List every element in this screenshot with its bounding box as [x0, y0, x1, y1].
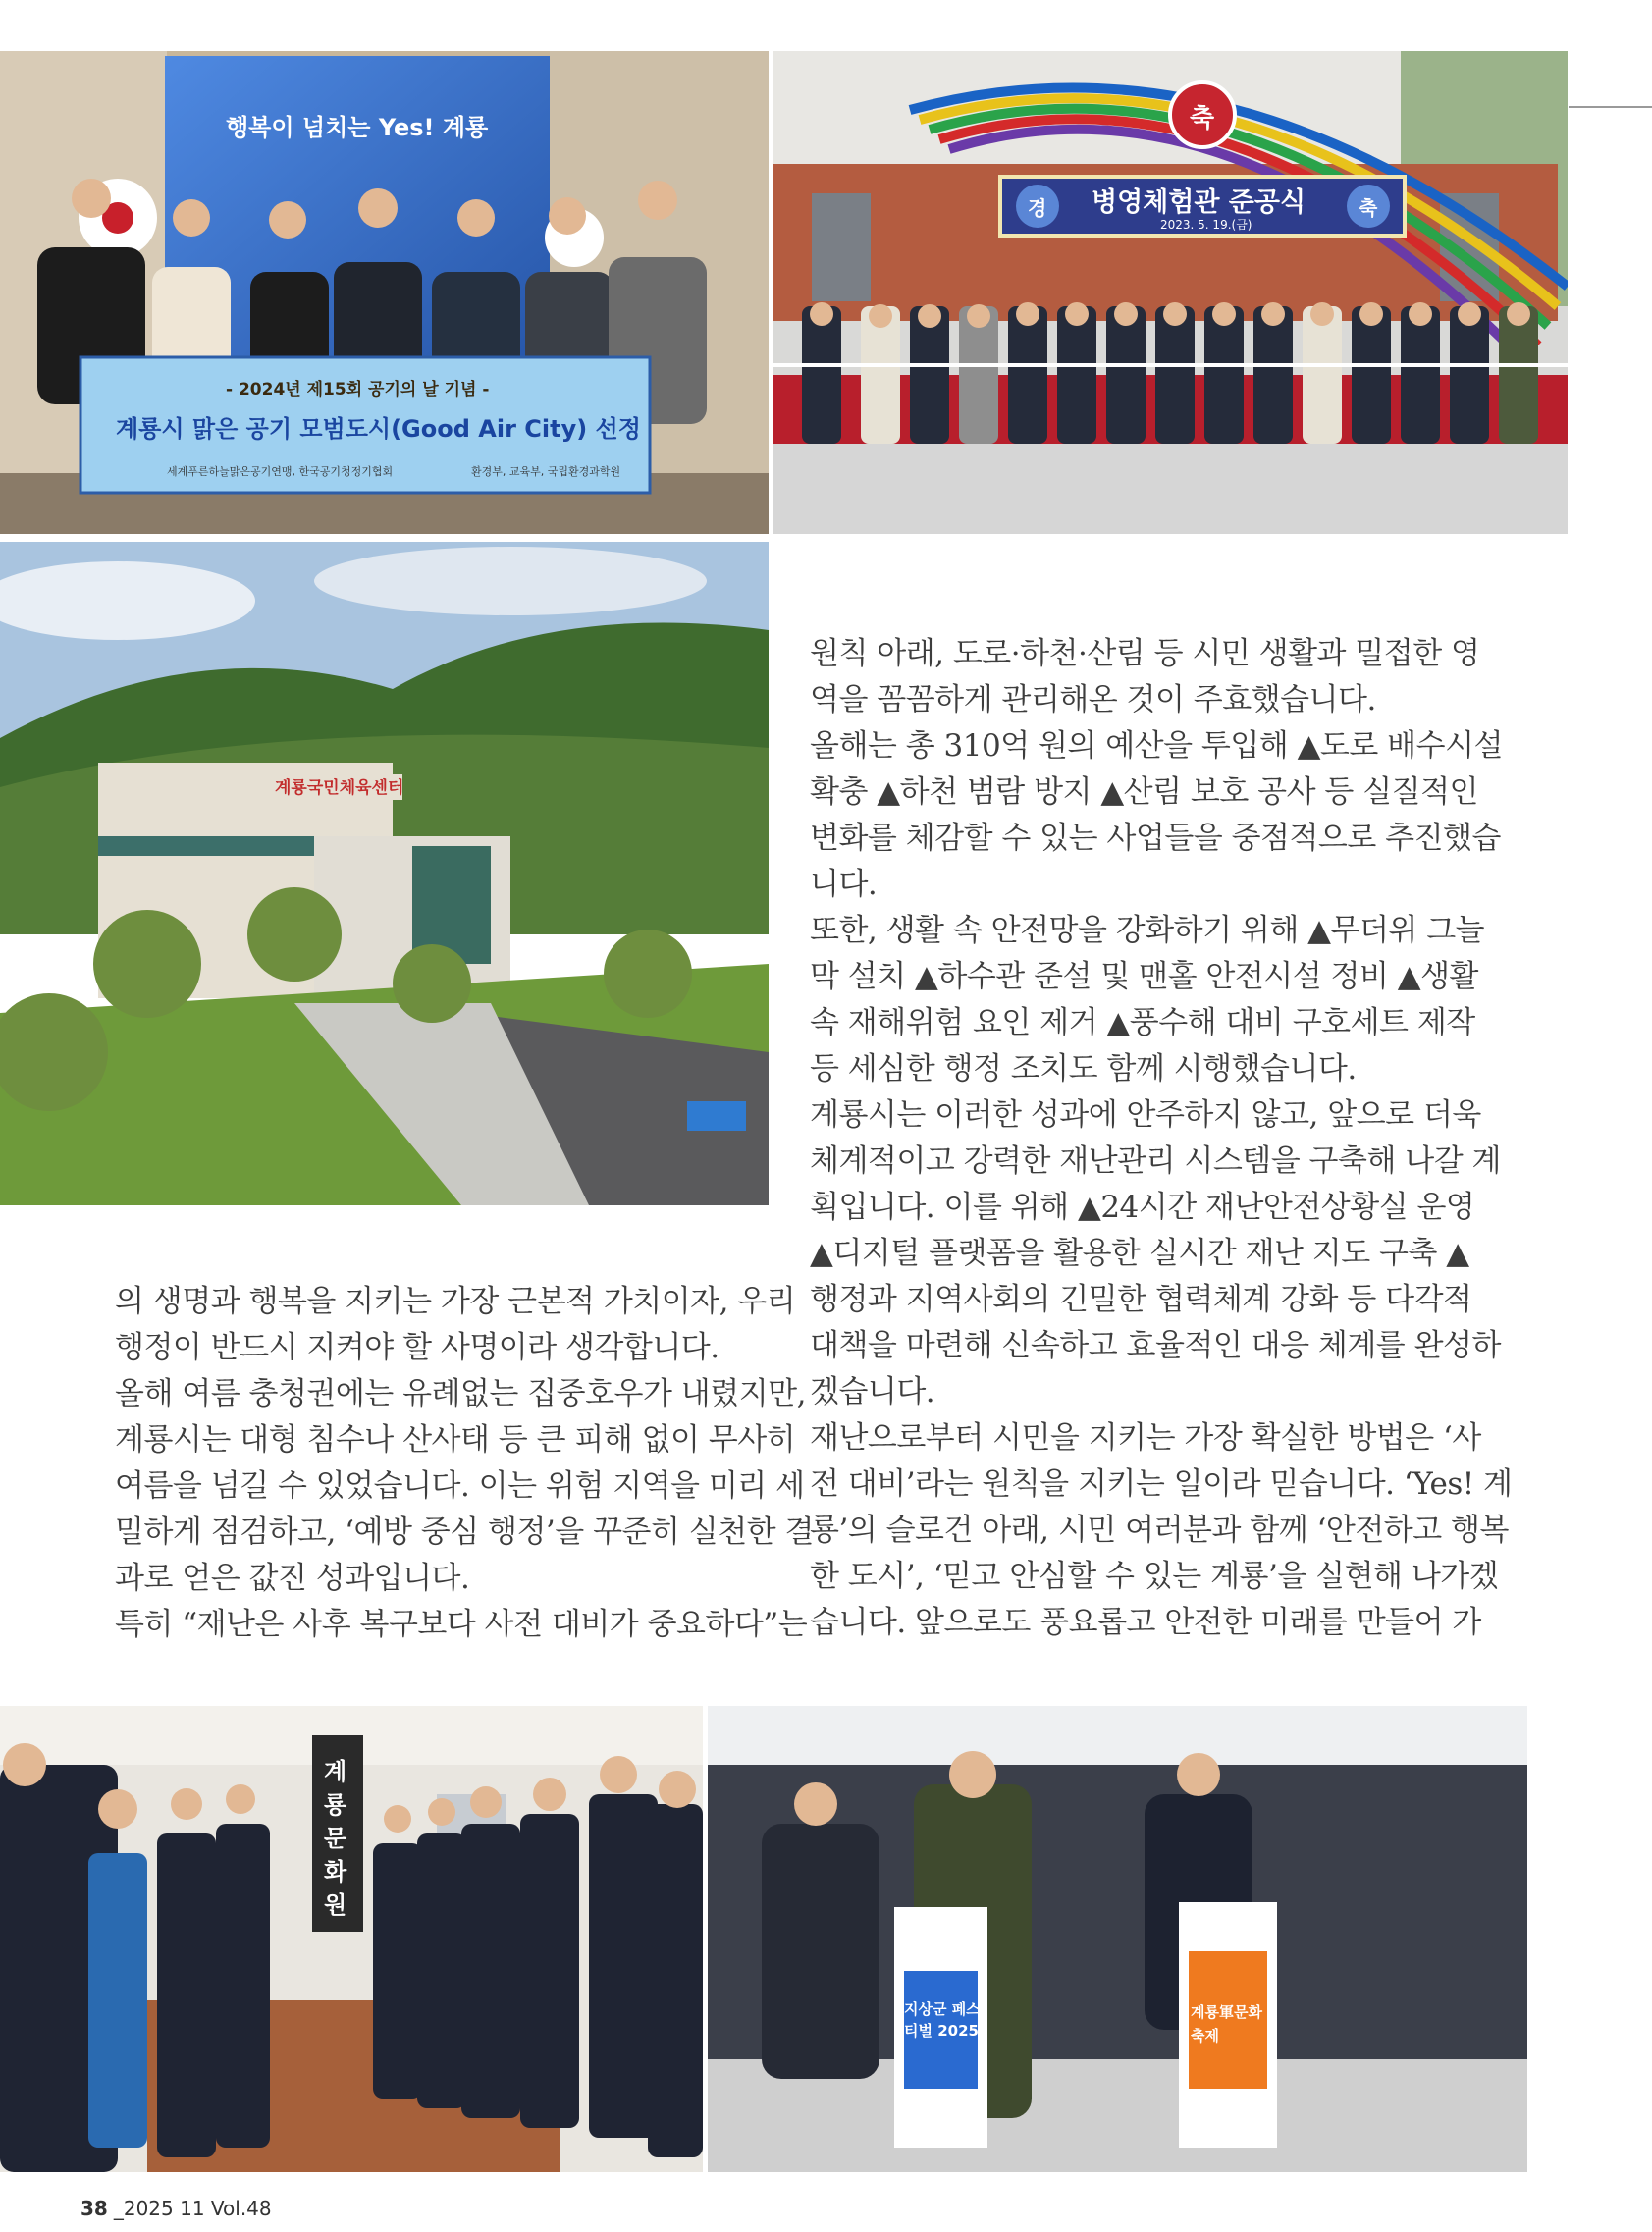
- left-line-8: 특히 “재난은 사후 복구보다 사전 대비가 중요하다”는: [115, 1607, 808, 1642]
- right-line-9: 속 재해위험 요인 제거 ▲풍수해 대비 구호세트 제작: [810, 1005, 1475, 1040]
- right-line-1: 원칙 아래, 도로·하천·산림 등 시민 생활과 밀접한 영: [810, 636, 1480, 671]
- body-text-left-column: [115, 1279, 814, 1648]
- left-line-2: 행정이 반드시 지켜야 할 사명이라 생각합니다.: [115, 1330, 719, 1365]
- right-line-15: 행정과 지역사회의 긴밀한 협력체계 강화 등 다각적: [810, 1282, 1472, 1317]
- issue-info: _2025 11 Vol.48: [113, 2197, 272, 2220]
- right-line-22: 습니다. 앞으로도 풍요롭고 안전한 미래를 만들어 가: [810, 1605, 1481, 1640]
- ceremony-badge: 축: [1190, 104, 1215, 133]
- ceremony-sign-left: 경: [1028, 196, 1047, 220]
- left-line-4: 계룡시는 대형 침수나 산사태 등 큰 피해 없이 무사히: [115, 1422, 796, 1458]
- building-sign: 계룡국민체육센터: [275, 778, 404, 798]
- right-line-19: 전 대비’라는 원칙을 지키는 일이라 믿습니다. ‘Yes! 계: [810, 1466, 1513, 1502]
- right-line-20: 룡’의 슬로건 아래, 시민 여러분과 함께 ‘안전하고 행복: [810, 1513, 1509, 1548]
- right-line-12: 체계적이고 강력한 재난관리 시스템을 구축해 나갈 계: [810, 1143, 1501, 1179]
- photo-ribbon-cutting: [773, 51, 1568, 534]
- right-line-11: 계룡시는 이러한 성과에 안주하지 않고, 앞으로 더욱: [810, 1097, 1481, 1133]
- banner-host: 세계푸른하늘맑은공기연맹, 한국공기청정기협회: [167, 465, 394, 478]
- banner-line-2: 계룡시 맑은 공기 모범도시(Good Air City) 선정: [116, 415, 641, 443]
- header-rule: [1569, 106, 1652, 108]
- left-line-1: 의 생명과 행복을 지키는 가장 근본적 가치이자, 우리: [115, 1284, 796, 1319]
- body-text-right-column: [810, 631, 1513, 1646]
- ceremony-sign-date: 2023. 5. 19.(금): [1160, 218, 1252, 232]
- right-line-5: 변화를 체감할 수 있는 사업들을 중점적으로 추진했습: [810, 821, 1501, 856]
- left-line-5: 여름을 넘길 수 있었습니다. 이는 위험 지역을 미리 세: [115, 1468, 805, 1504]
- right-line-13: 획입니다. 이를 위해 ▲24시간 재난안전상황실 운영: [810, 1190, 1475, 1225]
- photo-festival-opening: [708, 1706, 1527, 2172]
- podium-left-text: 지상군 페스티벌 2025: [904, 2000, 981, 2040]
- left-line-3: 올해 여름 충청권에는 유례없는 집중호우가 내렸지만,: [115, 1376, 806, 1411]
- right-line-2: 역을 꼼꼼하게 관리해온 것이 주효했습니다.: [810, 682, 1376, 717]
- ceremony-sign-right: 축: [1359, 196, 1378, 220]
- right-line-14: ▲디지털 플랫폼을 활용한 실시간 재난 지도 구축 ▲: [810, 1236, 1469, 1271]
- ceremony-sign-title: 병영체험관 준공식: [1092, 187, 1306, 218]
- right-line-16: 대책을 마련해 신속하고 효율적인 대응 체계를 완성하: [810, 1328, 1501, 1363]
- right-line-10: 등 세심한 행정 조치도 함께 시행했습니다.: [810, 1051, 1357, 1087]
- left-line-6: 밀하게 점검하고, ‘예방 중심 행정’을 꾸준히 실천한 결: [115, 1515, 814, 1550]
- page-number: 38: [80, 2197, 108, 2220]
- right-line-18: 재난으로부터 시민을 지키는 가장 확실한 방법은 ‘사: [810, 1420, 1481, 1456]
- left-line-7: 과로 얻은 값진 성과입니다.: [115, 1561, 470, 1596]
- right-line-6: 니다.: [810, 867, 878, 902]
- podium-right-text: 계룡軍문화축제: [1191, 2003, 1262, 2045]
- right-line-21: 한 도시’, ‘믿고 안심할 수 있는 계룡’을 실현해 나가겠: [810, 1559, 1499, 1594]
- photo-cultural-center: [0, 1706, 703, 2172]
- page-folio: [80, 2197, 272, 2220]
- right-line-17: 겠습니다.: [810, 1374, 935, 1409]
- cultural-center-vertical-sign: 계룡문화원: [324, 1758, 347, 1919]
- right-line-8: 막 설치 ▲하수관 준설 및 맨홀 안전시설 정비 ▲생활: [810, 959, 1478, 994]
- right-line-3: 올해는 총 310억 원의 예산을 투입해 ▲도로 배수시설: [810, 728, 1503, 764]
- right-line-7: 또한, 생활 속 안전망을 강화하기 위해 ▲무더위 그늘: [810, 913, 1485, 948]
- banner-line-1: - 2024년 제15회 공기의 날 기념 -: [226, 380, 490, 399]
- slogan-text: 행복이 넘치는 Yes! 계룡: [226, 114, 489, 141]
- photo-sports-center: [0, 542, 769, 1205]
- banner-sponsor: 환경부, 교육부, 국립환경과학원: [471, 465, 621, 478]
- photo-award-ceremony: [0, 51, 769, 534]
- right-line-4: 확충 ▲하천 범람 방지 ▲산림 보호 공사 등 실질적인: [810, 774, 1478, 810]
